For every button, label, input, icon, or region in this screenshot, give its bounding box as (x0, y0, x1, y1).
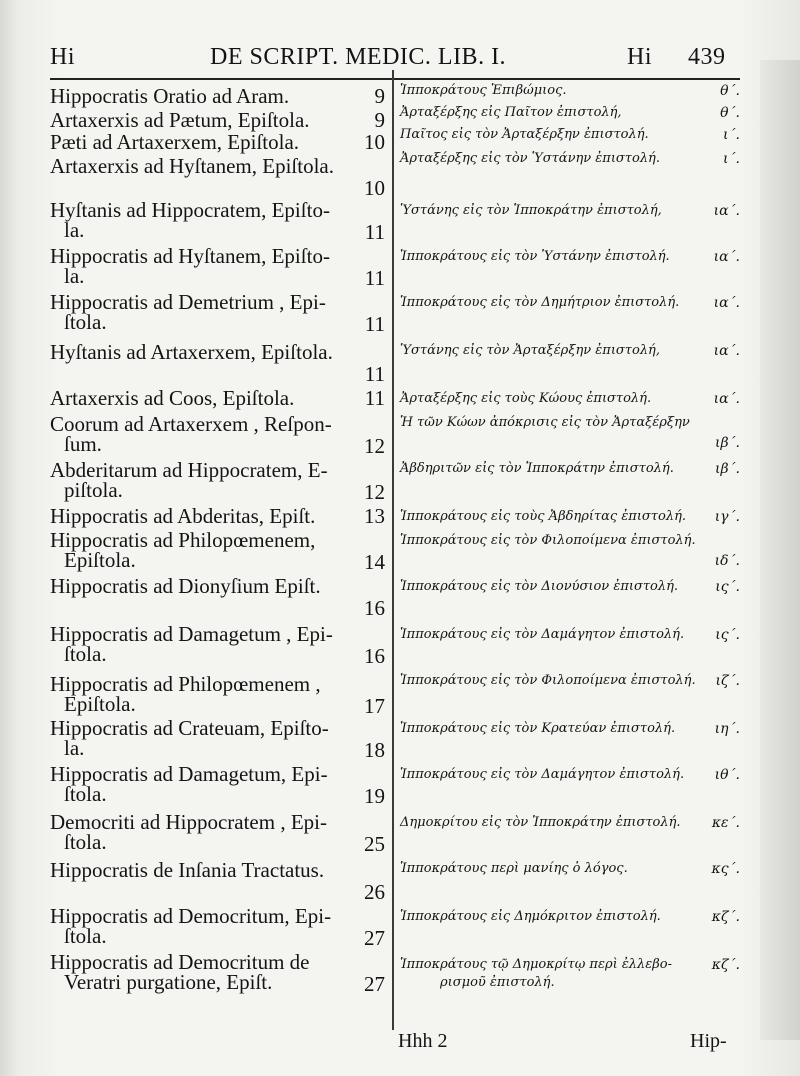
latin-entry-text: Hyſtanis ad Hippocratem, Epiſto- (50, 198, 330, 222)
latin-entry-number: 12 (364, 480, 385, 504)
greek-entry-number: ιη΄. (714, 721, 740, 737)
latin-entry (50, 810, 385, 856)
greek-entry-text: Ἀβδηριτῶν εἰς τὸν Ἱπποκράτην ἐπιστολή. (400, 461, 674, 476)
greek-entry-text: Ἡ τῶν Κώων ἀπόκρισις εἰς τὸν Ἀρταξέρξην (400, 415, 690, 430)
greek-entry-text: Ἱπποκράτους εἰς τὸν Κρατεύαν ἐπιστολή. (400, 721, 676, 736)
latin-entry-text: Hippocratis ad Democritum, Epi- (50, 904, 332, 928)
latin-entry-text: la. (64, 218, 85, 242)
greek-entry-text: Ἀρταξέρξης εἰς τὸν Ὑστάνην ἐπιστολή. (400, 151, 660, 166)
greek-entry-text: Ἱπποκράτους εἰς τὸν Δαμάγητον ἐπιστολή. (400, 627, 685, 642)
latin-entry-number: 10 (364, 176, 385, 200)
latin-entry-text: Hippocratis ad Democritum de (50, 950, 310, 974)
greek-entry-number: κζ΄. (711, 957, 740, 973)
header-signature-right: Hi (627, 44, 652, 70)
latin-entry-number: 27 (364, 926, 385, 950)
greek-entry (400, 202, 740, 220)
latin-entry-number: 16 (364, 644, 385, 668)
greek-entry-number: ια΄. (713, 391, 740, 407)
greek-entry-text: Ἱπποκράτους Ἐπιβώμιος. (400, 83, 567, 98)
greek-entry-number: ιβ΄. (714, 461, 740, 477)
greek-entry-text: Ἱπποκράτους εἰς τὸν Φιλοποίμενα ἐπιστολή. (400, 673, 696, 688)
greek-entry-number: ια΄. (713, 249, 740, 265)
latin-entry-number: 17 (364, 694, 385, 718)
latin-entry-number: 10 (364, 130, 385, 154)
latin-entry (50, 528, 385, 574)
latin-entry-text: Hippocratis ad Damagetum , Epi- (50, 622, 333, 646)
latin-entry-text: Hippocratis ad Demetrium , Epi- (50, 290, 326, 314)
adjacent-page-bleed (760, 60, 800, 1040)
latin-entry-text: Pæti ad Artaxerxem, Epiſtola. (50, 130, 300, 154)
latin-entry-text: Artaxerxis ad Pætum, Epiſtola. (50, 108, 310, 132)
latin-entry-text: Veratri purgatione, Epiſt. (64, 970, 273, 994)
latin-entry-number: 26 (364, 880, 385, 904)
latin-entry (50, 458, 385, 504)
latin-entry-text: Hippocratis ad Hyſtanem, Epiſto- (50, 244, 330, 268)
greek-entry-number: ι΄. (723, 127, 740, 143)
greek-entry-text: Ἀρταξέρξης εἰς τοὺς Κώους ἐπιστολή. (400, 391, 652, 406)
greek-entry-text: Ἱπποκράτους εἰς τὸν Δαμάγητον ἐπιστολή. (400, 767, 685, 782)
greek-entry-text: Παῖτος εἰς τὸν Ἀρταξέρξην ἐπιστολή. (400, 127, 649, 142)
latin-entry-text: la. (64, 264, 85, 288)
greek-entry-number: κζ΄. (711, 909, 740, 925)
greek-entry (400, 578, 740, 596)
greek-entry-text: Ἱπποκράτους εἰς τοὺς Ἀβδηρίτας ἐπιστολή. (400, 509, 686, 524)
latin-entry-text: ſtola. (64, 642, 107, 666)
latin-entry-number: 11 (364, 266, 385, 290)
latin-entry-text: ſtola. (64, 782, 107, 806)
greek-entry (400, 82, 740, 100)
latin-entry-number: 13 (364, 504, 385, 528)
greek-entry-text: Ἱπποκράτους τῷ Δημοκρίτῳ περὶ ἐλλεβο- (400, 957, 672, 972)
greek-entry-number: ια΄. (713, 203, 740, 219)
greek-entry-number: ιδ΄. (714, 553, 740, 569)
greek-entry-number: ια΄. (713, 295, 740, 311)
latin-entry-text: Hippocratis ad Damagetum, Epi- (50, 762, 328, 786)
latin-entry (50, 762, 385, 808)
latin-entry (50, 412, 385, 458)
greek-entry-number: κε΄. (711, 815, 740, 831)
greek-entry-text: Ἀρταξέρξης εἰς Παῖτον ἐπιστολή, (400, 105, 622, 120)
latin-entry-text: Hippocratis ad Philopœmenem, (50, 528, 316, 552)
greek-entry (400, 126, 740, 144)
latin-entry-text: ſtola. (64, 830, 107, 854)
latin-entry-text: la. (64, 736, 85, 760)
greek-entry-text: Ἱπποκράτους περὶ μανίης ὁ λόγος. (400, 861, 628, 876)
latin-entry (50, 132, 385, 152)
greek-entry-text: ρισμοῦ ἐπιστολή. (440, 975, 555, 990)
latin-entry-number: 11 (364, 362, 385, 386)
latin-entry-number: 12 (364, 434, 385, 458)
signature-mark: Hhh 2 (398, 1030, 448, 1052)
latin-entry-number: 11 (364, 220, 385, 244)
latin-entry-text: Hippocratis de Inſania Tractatus. (50, 858, 325, 882)
greek-entry-text: Ἱπποκράτους εἰς τὸν Ὑστάνην ἐπιστολή. (400, 249, 670, 264)
greek-entry-number: ια΄. (713, 343, 740, 359)
latin-entry-text: Abderitarum ad Hippocratem, E- (50, 458, 328, 482)
latin-entry-text: Artaxerxis ad Hyſtanem, Epiſtola. (50, 154, 335, 178)
latin-entry-text: Hippocratis ad Abderitas, Epiſt. (50, 504, 316, 528)
greek-entry-text: Δημοκρίτου εἰς τὸν Ἱπποκράτην ἐπιστολή. (400, 815, 681, 830)
greek-entry (400, 460, 740, 478)
greek-entry-number: ι΄. (723, 151, 740, 167)
greek-entry (400, 956, 740, 992)
latin-entry (50, 506, 385, 526)
greek-entry (400, 294, 740, 312)
greek-entry-number: ις΄. (715, 627, 740, 643)
page-number: 439 (688, 44, 726, 70)
greek-entry (400, 532, 740, 569)
greek-entry-text: Ἱπποκράτους εἰς τὸν Διονύσιον ἐπιστολή. (400, 579, 679, 594)
header-title: DE SCRIPT. MEDIC. LIB. I. (210, 44, 507, 70)
latin-entry-text: Hyſtanis ad Artaxerxem, Epiſtola. (50, 340, 333, 364)
greek-entry-text: Ἱπποκράτους εἰς τὸν Δημήτριον ἐπιστολή. (400, 295, 680, 310)
greek-entry-text: Ὑστάνης εἰς τὸν Ἱπποκράτην ἐπιστολή, (400, 203, 662, 218)
latin-entry-text: Democriti ad Hippocratem , Epi- (50, 810, 327, 834)
latin-entry-text: ſum. (64, 432, 102, 456)
latin-entry-text: Epiſtola. (64, 692, 136, 716)
latin-entry-number: 25 (364, 832, 385, 856)
greek-entry-text: Ἱπποκράτους εἰς τὸν Φιλοποίμενα ἐπιστολή. (400, 533, 696, 548)
greek-entry-number: ιβ΄. (714, 435, 740, 451)
latin-entry (50, 574, 385, 620)
latin-entry (50, 244, 385, 290)
greek-entry (400, 814, 740, 832)
latin-entry-text: ſtola. (64, 924, 107, 948)
latin-entry-text: Hippocratis ad Philopœmenem , (50, 672, 321, 696)
greek-entry-number: θ΄. (720, 83, 740, 99)
greek-entry (400, 342, 740, 360)
latin-entry-text: Hippocratis Oratio ad Aram. (50, 84, 290, 108)
greek-entry (400, 414, 740, 451)
greek-entry-number: θ΄. (720, 105, 740, 121)
latin-entry-number: 18 (364, 738, 385, 762)
greek-entry (400, 720, 740, 738)
latin-entry-number: 9 (374, 84, 385, 108)
latin-entry-text: Artaxerxis ad Coos, Epiſtola. (50, 386, 295, 410)
latin-entry (50, 388, 385, 408)
latin-entry-number: 11 (364, 312, 385, 336)
latin-entry (50, 340, 385, 386)
latin-entry-text: piſtola. (64, 478, 123, 502)
greek-entry-text: Ὑστάνης εἰς τὸν Ἀρταξέρξην ἐπιστολή, (400, 343, 660, 358)
catchword: Hip- (690, 1030, 727, 1052)
greek-entry (400, 908, 740, 926)
latin-entry (50, 110, 385, 130)
latin-entry-number: 14 (364, 550, 385, 574)
running-header (50, 38, 740, 80)
greek-entry-number: ιθ΄. (714, 767, 740, 783)
latin-entry (50, 622, 385, 668)
greek-entry (400, 390, 740, 408)
greek-entry-text: Ἱπποκράτους εἰς Δημόκριτον ἐπιστολή. (400, 909, 661, 924)
latin-entry (50, 290, 385, 336)
greek-entry (400, 150, 740, 168)
greek-entry-number: κς΄. (711, 861, 740, 877)
column-divider (392, 70, 394, 1030)
latin-entry (50, 716, 385, 762)
latin-entry-text: Hippocratis ad Dionyſium Epiſt. (50, 574, 321, 598)
latin-entry-text: ſtola. (64, 310, 107, 334)
latin-entry-text: Coorum ad Artaxerxem , Reſpon- (50, 412, 332, 436)
latin-entry (50, 858, 385, 904)
greek-entry-number: ιγ΄. (714, 509, 740, 525)
header-signature-left: Hi (50, 44, 75, 70)
latin-entry-number: 9 (374, 108, 385, 132)
latin-entry-number: 11 (364, 386, 385, 410)
greek-entry (400, 508, 740, 526)
greek-entry (400, 672, 740, 690)
latin-entry-number: 27 (364, 972, 385, 996)
latin-entry (50, 672, 385, 718)
greek-entry (400, 248, 740, 266)
latin-entry-text: Hippocratis ad Crateuam, Epiſto- (50, 716, 329, 740)
greek-entry (400, 104, 740, 122)
latin-entry-number: 16 (364, 596, 385, 620)
greek-entry (400, 626, 740, 644)
latin-entry (50, 904, 385, 950)
latin-entry-number: 19 (364, 784, 385, 808)
latin-entry (50, 86, 385, 106)
latin-entry-text: Epiſtola. (64, 548, 136, 572)
latin-entry (50, 154, 385, 200)
latin-entry (50, 950, 385, 996)
greek-entry-number: ις΄. (715, 579, 740, 595)
greek-entry (400, 860, 740, 878)
latin-entry (50, 198, 385, 244)
greek-entry (400, 766, 740, 784)
greek-entry-number: ιζ΄. (715, 673, 740, 689)
